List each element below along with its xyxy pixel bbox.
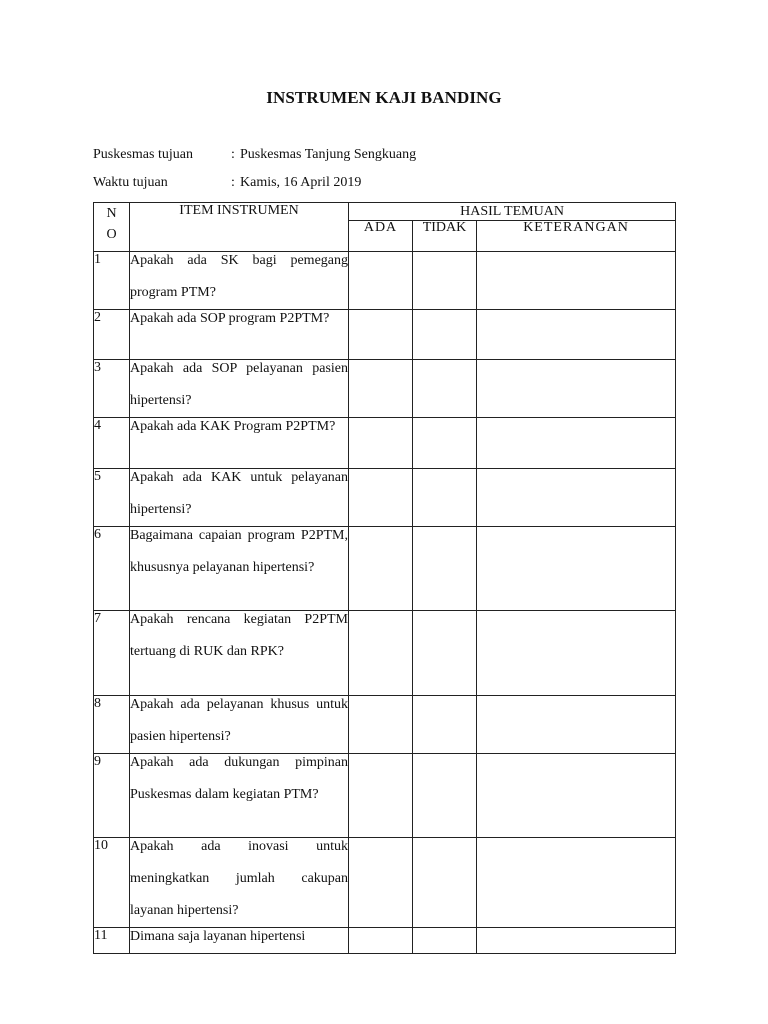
row-number: 11 xyxy=(94,928,130,954)
row-ada-cell[interactable] xyxy=(349,360,413,418)
instrument-table xyxy=(93,202,676,954)
row-ada-cell[interactable] xyxy=(349,310,413,360)
row-item-instrumen xyxy=(130,754,349,838)
row-keterangan-cell[interactable] xyxy=(477,310,676,360)
header-item: ITEM INSTRUMEN xyxy=(130,203,349,252)
row-ada-cell[interactable] xyxy=(349,527,413,611)
row-ada-cell[interactable] xyxy=(349,696,413,754)
header-no-line2: O xyxy=(106,227,117,242)
table-row xyxy=(94,928,676,954)
row-keterangan-cell[interactable] xyxy=(477,838,676,928)
row-item-text: Apakah ada pelayanan khusus untuk pasien hipertensi? xyxy=(130,697,348,744)
row-number: 6 xyxy=(94,527,130,611)
row-item-text: Apakah ada KAK Program P2PTM? xyxy=(130,419,336,434)
row-item-instrumen xyxy=(130,611,349,696)
row-tidak-cell[interactable] xyxy=(413,611,477,696)
row-tidak-cell[interactable] xyxy=(413,754,477,838)
row-keterangan-cell[interactable] xyxy=(477,696,676,754)
row-tidak-cell[interactable] xyxy=(413,310,477,360)
row-number: 3 xyxy=(94,360,130,418)
table-row xyxy=(94,418,676,469)
row-keterangan-cell[interactable] xyxy=(477,928,676,954)
row-item-instrumen xyxy=(130,418,349,469)
row-keterangan-cell[interactable] xyxy=(477,611,676,696)
row-item-instrumen xyxy=(130,696,349,754)
meta-label: Puskesmas tujuan xyxy=(93,147,193,162)
row-number: 8 xyxy=(94,696,130,754)
row-item-instrumen xyxy=(130,838,349,928)
row-keterangan-cell[interactable] xyxy=(477,252,676,310)
row-item-text: Apakah ada KAK untuk pelayanan hipertensi? xyxy=(130,470,348,517)
row-number: 10 xyxy=(94,838,130,928)
row-ada-cell[interactable] xyxy=(349,418,413,469)
row-item-text: Dimana saja layanan hipertensi xyxy=(130,929,306,944)
table-row xyxy=(94,360,676,418)
row-keterangan-cell[interactable] xyxy=(477,754,676,838)
meta-separator: : xyxy=(231,175,235,190)
row-tidak-cell[interactable] xyxy=(413,527,477,611)
row-ada-cell[interactable] xyxy=(349,611,413,696)
meta-value: Puskesmas Tanjung Sengkuang xyxy=(240,147,417,162)
header-no xyxy=(94,203,130,252)
table-row xyxy=(94,838,676,928)
header-no-line1: N xyxy=(106,206,117,221)
row-item-instrumen xyxy=(130,928,349,954)
meta-label: Waktu tujuan xyxy=(93,175,168,190)
header-ada: ADA xyxy=(349,221,413,252)
row-ada-cell[interactable] xyxy=(349,252,413,310)
row-item-instrumen xyxy=(130,252,349,310)
header-tidak: TIDAK xyxy=(413,221,477,252)
table-row xyxy=(94,252,676,310)
row-ada-cell[interactable] xyxy=(349,469,413,527)
row-tidak-cell[interactable] xyxy=(413,469,477,527)
row-keterangan-cell[interactable] xyxy=(477,469,676,527)
table-row xyxy=(94,696,676,754)
document-title: INSTRUMEN KAJI BANDING xyxy=(266,88,502,107)
row-item-instrumen xyxy=(130,360,349,418)
row-tidak-cell[interactable] xyxy=(413,696,477,754)
table-row xyxy=(94,754,676,838)
row-item-text: Apakah ada SOP program P2PTM? xyxy=(130,311,330,326)
meta-separator: : xyxy=(231,147,235,162)
row-number: 4 xyxy=(94,418,130,469)
row-tidak-cell[interactable] xyxy=(413,418,477,469)
table-row xyxy=(94,310,676,360)
row-number: 7 xyxy=(94,611,130,696)
row-item-text: Apakah rencana kegiatan P2PTM tertuang di RUK dan RPK? xyxy=(130,612,348,659)
header-keterangan: KETERANGAN xyxy=(477,221,676,252)
row-item-text: Apakah ada inovasi untuk meningkatkan jumlah cakupan layanan hipertensi? xyxy=(130,839,348,918)
row-number: 1 xyxy=(94,252,130,310)
row-ada-cell[interactable] xyxy=(349,928,413,954)
row-number: 2 xyxy=(94,310,130,360)
row-item-text: Apakah ada SOP pelayanan pasien hipertensi? xyxy=(130,361,348,408)
row-keterangan-cell[interactable] xyxy=(477,527,676,611)
row-keterangan-cell[interactable] xyxy=(477,360,676,418)
row-item-instrumen xyxy=(130,310,349,360)
row-item-text: Apakah ada dukungan pimpinan Puskesmas dalam kegiatan PTM? xyxy=(130,755,348,802)
table-row xyxy=(94,527,676,611)
table-row xyxy=(94,469,676,527)
row-ada-cell[interactable] xyxy=(349,754,413,838)
row-item-instrumen xyxy=(130,469,349,527)
row-number: 5 xyxy=(94,469,130,527)
header-hasil-temuan: HASIL TEMUAN xyxy=(349,203,676,221)
row-item-text: Bagaimana capaian program P2PTM, khususnya pelayanan hipertensi? xyxy=(130,528,348,575)
row-tidak-cell[interactable] xyxy=(413,360,477,418)
table-row xyxy=(94,611,676,696)
row-item-text: Apakah ada SK bagi pemegang program PTM? xyxy=(130,253,348,300)
row-item-instrumen xyxy=(130,527,349,611)
row-tidak-cell[interactable] xyxy=(413,838,477,928)
row-ada-cell[interactable] xyxy=(349,838,413,928)
row-tidak-cell[interactable] xyxy=(413,928,477,954)
row-keterangan-cell[interactable] xyxy=(477,418,676,469)
row-tidak-cell[interactable] xyxy=(413,252,477,310)
row-number: 9 xyxy=(94,754,130,838)
meta-value: Kamis, 16 April 2019 xyxy=(240,175,362,190)
